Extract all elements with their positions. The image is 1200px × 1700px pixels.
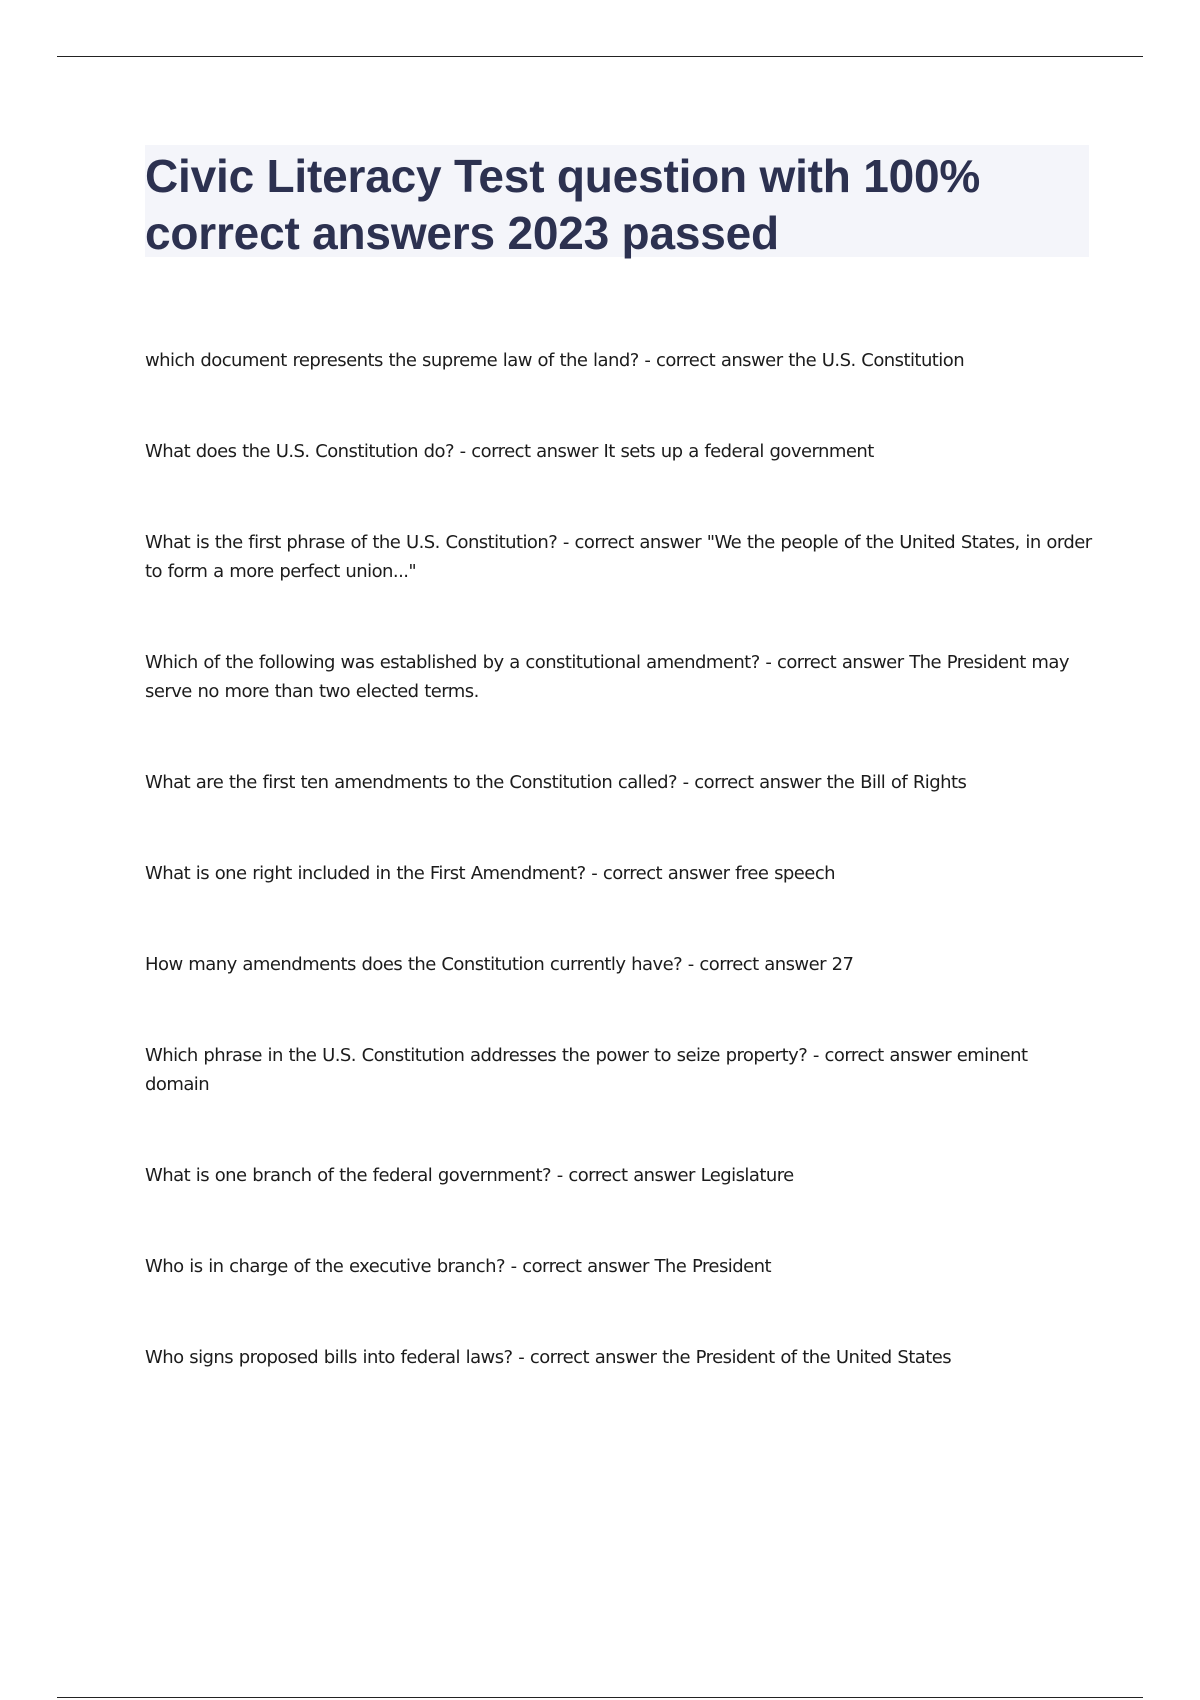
qa-item-5: What are the first ten amendments to the Constitution called? - correct answer the Bill of Rights (145, 772, 967, 793)
bottom-divider (57, 1697, 1143, 1698)
qa-item-2: What does the U.S. Constitution do? - correct answer It sets up a federal government (145, 441, 874, 462)
qa-item-7: How many amendments does the Constitution currently have? - correct answer 27 (145, 954, 854, 975)
top-divider (57, 56, 1143, 57)
qa-item-4: Which of the following was established by a constitutional amendment? - correct answer The President may serve no more than two elected terms. (145, 652, 1069, 702)
qa-item-8: Which phrase in the U.S. Constitution addresses the power to seize property? - correct answer eminent domain (145, 1045, 1028, 1095)
qa-list (145, 346, 1095, 1372)
qa-item-10: Who is in charge of the executive branch? - correct answer The President (145, 1256, 771, 1277)
qa-item-1: which document represents the supreme law of the land? - correct answer the U.S. Constitution (145, 350, 965, 371)
qa-item-6: What is one right included in the First Amendment? - correct answer free speech (145, 863, 836, 884)
qa-item-11: Who signs proposed bills into federal laws? - correct answer the President of the United States (145, 1347, 952, 1368)
qa-item-9: What is one branch of the federal government? - correct answer Legislature (145, 1165, 794, 1186)
qa-item-3: What is the first phrase of the U.S. Constitution? - correct answer "We the people of the United States, in order to form a more perfect union..." (145, 532, 1092, 582)
document-title: Civic Literacy Test question with 100% correct answers 2023 passed (145, 150, 981, 259)
title-block (145, 145, 1089, 257)
